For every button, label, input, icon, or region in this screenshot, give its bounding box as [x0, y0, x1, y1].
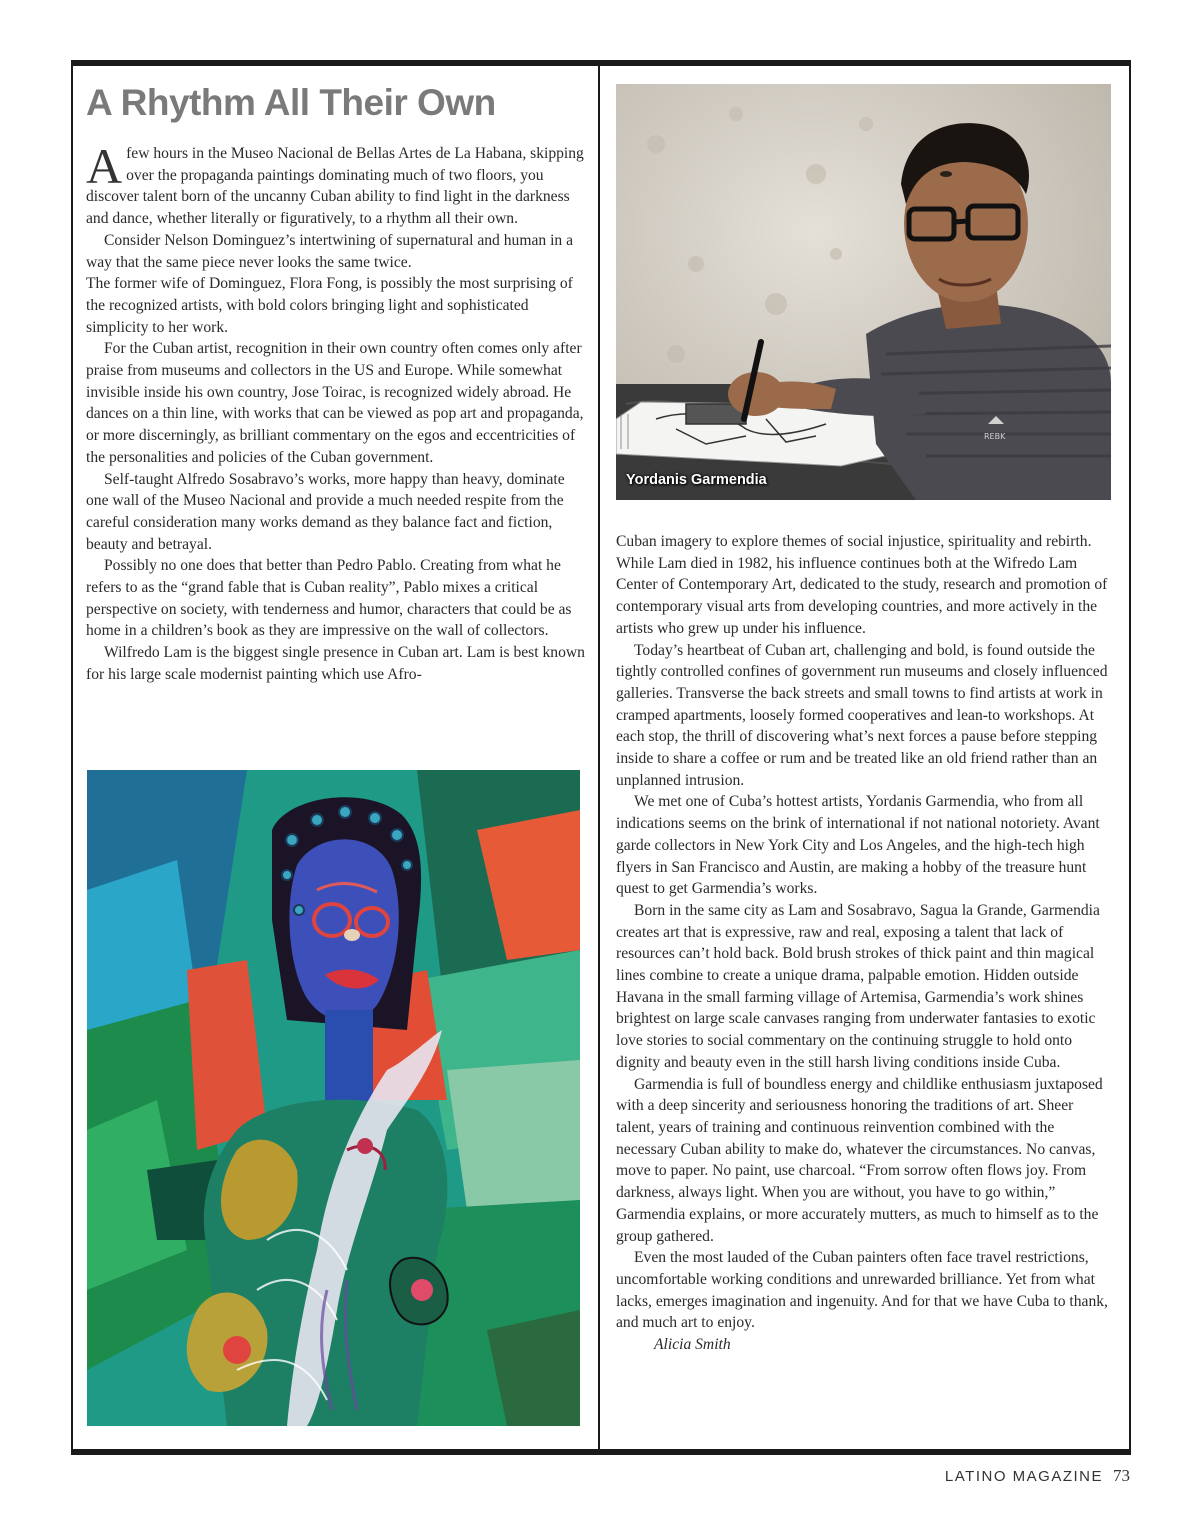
artist-photo [616, 84, 1111, 500]
paragraph: Even the most lauded of the Cuban painters often face travel restrictions, uncomfortable working conditions and unrewarded brilliance. Yet from what lacks, emerges imagination and ingenuity. And for that we have Cuba to thank, and much art to enjoy. [616, 1249, 1108, 1332]
artist-photo-illustration [616, 84, 1111, 500]
paragraph: Born in the same city as Lam and Sosabravo, Sagua la Grande, Garmendia creates art that is expressive, raw and real, exposing a talent that lack of resources can’t hold back. Bold brush strokes of thick paint and thin magical lines combine to create a unique drama, palpable emotion. Hidden outside Havana in the small farming village of Artemisa, Garmendia’s work shines brightest on large scale canvases ranging from underwater fantasies to exotic love stories to social commentary on the continuing struggle to hold onto dignity and beauty even in the still harsh living conditions inside Cuba. [616, 901, 1100, 1071]
painting-image [87, 770, 580, 1426]
article-headline: A Rhythm All Their Own [86, 82, 496, 123]
paragraph: Wilfredo Lam is the biggest single presence in Cuban art. Lam is best known for his large scale modernist painting which use Afro- [86, 644, 585, 683]
paragraph: Today’s heartbeat of Cuban art, challenging and bold, is found outside the tightly controlled confines of government run museums and closely influenced galleries. Transverse the back streets and small towns to find artists at work in cramped apartments, loosely formed cooperatives and lean-to workshops. At each stop, the thrill of discovering what’s next forces a pause before stepping inside to share a coffee or rum and be treated like an old friend rather than an unplanned intrusion. [616, 641, 1108, 789]
drop-cap: A [86, 138, 123, 194]
paragraph: We met one of Cuba’s hottest artists, Yordanis Garmendia, who from all indications seems on the brink of international if not national notoriety. Avant garde collectors in New York City and Los Angeles, and the high-tech high flyers in San Francisco and Austin, are making a hobby of the treasure hunt quest to get Garmendia’s works. [616, 793, 1100, 898]
photo-caption: Yordanis Garmendia [626, 472, 767, 488]
paragraph: The former wife of Dominguez, Flora Fong, is possibly the most surprising of the recognized artists, with bold colors bringing light and sophisticated simplicity to her work. [86, 275, 573, 336]
paragraph: Consider Nelson Dominguez’s intertwining of supernatural and human in a way that the same piece never looks the same twice. [86, 231, 574, 271]
intro-paragraph: Afew hours in the Museo Nacional de Bellas Artes de La Habana, skipping over the propaganda paintings dominating much of two floors, you discover talent born of the uncanny Cuban ability to find light in the darkness and dance, whether literally or figuratively, to a rhythm all their own. [86, 138, 584, 228]
left-column [86, 138, 586, 686]
magazine-name: LATINO MAGAZINE [944, 1468, 1103, 1485]
paragraph: For the Cuban artist, recognition in their own country often comes only after praise from museums and collectors in the US and Europe. While somewhat invisible inside his own country, Jose Toirac, is recognized widely abroad. He dances on a thin line, with works that can be viewed as pop art and propaganda, or more discerningly, as brilliant commentary on the egos and eccentricities of the personalities and policies of the Cuban government. [86, 340, 584, 466]
paragraph: Possibly no one does that better than Pedro Pablo. Creating from what he refers to as the “grand fable that is Cuban reality”, Pablo mixes a critical perspective on society, with tenderness and humor, characters that could be as home in a children’s book as they are impressive on the wall of collectors. [86, 557, 572, 640]
paragraph: Cuban imagery to explore themes of social injustice, spirituality and rebirth. While Lam died in 1982, his influence continues both at the Wifredo Lam Center of Contemporary Art, dedicated to the study, research and promotion of contemporary visual arts from developing countries, and more actively in the artists who grew up under his influence. [616, 533, 1108, 637]
page-footer [945, 1466, 1130, 1486]
right-column [616, 531, 1110, 1356]
paragraph: Garmendia is full of boundless energy and childlike enthusiasm juxtaposed with a deep sincerity and seriousness honoring the traditions of art. Sheer talent, years of training and continuous reinvention combined with the necessary Cuban ability to make do, whatever the circumstances. No canvas, move to paper. No paint, use charcoal. “From sorrow often flows joy. From darkness, always light. When you are without, you have to go within,” Garmendia explains, or more accurately mutters, as much to himself as to the group gathered. [616, 1075, 1103, 1245]
column-divider [598, 66, 600, 1449]
paragraph: Self-taught Alfredo Sosabravo’s works, more happy than heavy, dominate one wall of the Museo Nacional and provide a much needed respite from the careful consideration many works demand as they balance fact and fiction, beauty and betrayal. [86, 470, 565, 553]
author-byline: Alicia Smith [654, 1336, 731, 1354]
painting-illustration [87, 770, 580, 1426]
shirt-logo-text: REBK [984, 432, 1006, 441]
page-number: 73 [1113, 1466, 1130, 1485]
